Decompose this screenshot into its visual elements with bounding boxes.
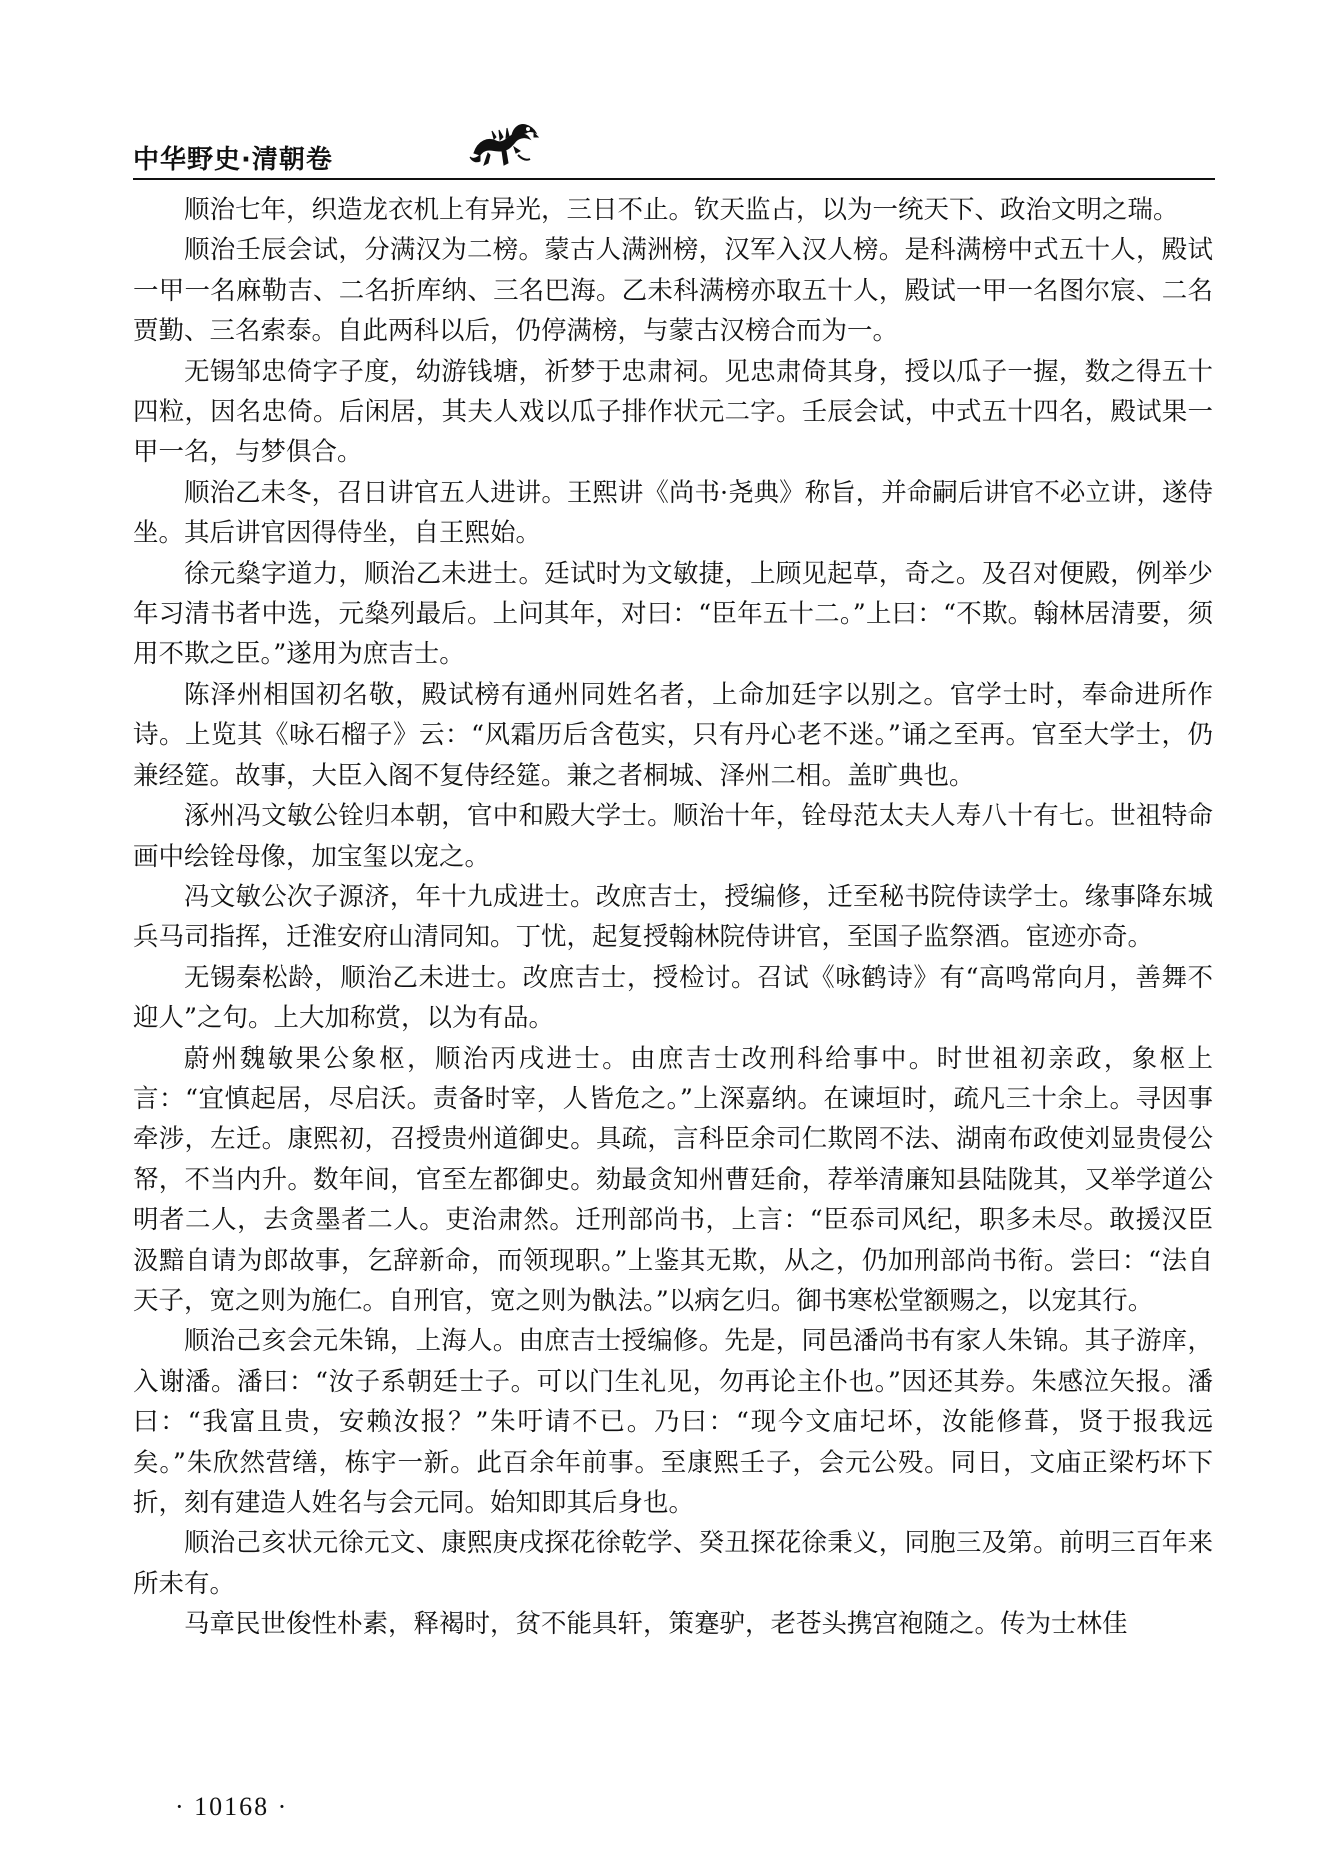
dragon-icon: [468, 115, 540, 175]
paragraph: 马章民世俊性朴素，释褐时，贫不能具轩，策蹇驴，老苍头携宫袍随之。传为士林佳: [184, 1609, 1128, 1640]
paragraph: 无锡秦松龄，顺治乙未进士。改庶吉士，授检讨。召试《咏鹤诗》有“高鸣常向月，善舞不迎人”之句。上大加称赏，以为有品。: [133, 962, 1213, 1034]
paragraph: 顺治己亥状元徐元文、康熙庚戌探花徐乾学、癸丑探花徐秉义，同胞三及第。前明三百年来所未有。: [133, 1528, 1213, 1599]
paragraph: 蔚州魏敏果公象枢，顺治丙戌进士。由庶吉士改刑科给事中。时世祖初亲政，象枢上言：“宜慎起居，尽启沃。责备时宰，人皆危之。”上深嘉纳。在谏垣时，疏凡三十余上。寻因事牵涉，左迁。康熙初，召授贵州道御史。具疏，言科臣余司仁欺罔不法、湖南布政使刘显贵侵公帑，不当内升。数年间，官至左都御史。劾最贪知州曹廷俞，荐举清廉知县陆陇其，又举学道公明者二人，去贪墨者二人。吏治肃然。迁刑部尚书，上言：“臣忝司风纪，职多未尽。敢援汉臣汲黯自请为郎故事，乞辞新命，而领现职。”上鉴其无欺，从之，仍加刑部尚书衔。尝曰：“法自天子，宽之则为施仁。自刑官，宽之则为骫法。”以病乞归。御书寒松堂额赐之，以宠其行。: [133, 1043, 1213, 1316]
page-header: [133, 115, 1213, 179]
body-text: [133, 190, 1213, 1780]
paragraph: 顺治己亥会元朱锦，上海人。由庶吉士授编修。先是，同邑潘尚书有家人朱锦。其子游庠，入谢潘。潘曰：“汝子系朝廷士子。可以门生礼见，勿再论主仆也。”因还其券。朱感泣矢报。潘曰：“我富且贵，安赖汝报？”朱吁请不已。乃曰：“现今文庙圮坏，汝能修葺，贤于报我远矣。”朱欣然营缮，栋宇一新。此百余年前事。至康熙壬子，会元公殁。同日，文庙正梁朽坏下折，刻有建造人姓名与会元同。始知即其后身也。: [133, 1326, 1213, 1518]
paragraph: 顺治乙未冬，召日讲官五人进讲。王熙讲《尚书·尧典》称旨，并命嗣后讲官不必立讲，遂侍坐。其后讲官因得侍坐，自王熙始。: [133, 477, 1213, 549]
running-title: 中华野史·清朝卷: [133, 145, 333, 175]
page-number: · 10168 ·: [175, 1792, 289, 1821]
paragraph: 顺治七年，织造龙衣机上有异光，三日不止。钦天监占，以为一统天下、政治文明之瑞。: [184, 195, 1179, 225]
paragraph: 涿州冯文敏公铨归本朝，官中和殿大学士。顺治十年，铨母范太夫人寿八十有七。世祖特命画中绘铨母像，加宝玺以宠之。: [133, 801, 1213, 872]
paragraph: 陈泽州相国初名敬，殿试榜有通州同姓名者，上命加廷字以别之。官学士时，奉命进所作诗。上览其《咏石榴子》云：“风霜历后含苞实，只有丹心老不迷。”诵之至再。官至大学士，仍兼经筵。故事，大臣入阁不复侍经筵。兼之者桐城、泽州二相。盖旷典也。: [133, 679, 1213, 791]
header-rule: [133, 178, 1215, 180]
paragraph: 顺治壬辰会试，分满汉为二榜。蒙古人满洲榜，汉军入汉人榜。是科满榜中式五十人，殿试一甲一名麻勒吉、二名折库纳、三名巴海。乙未科满榜亦取五十人，殿试一甲一名图尔宸、二名贾勤、三名索泰。自此两科以后，仍停满榜，与蒙古汉榜合而为一。: [133, 235, 1213, 347]
paragraph: 徐元燊字道力，顺治乙未进士。廷试时为文敏捷，上顾见起草，奇之。及召对便殿，例举少年习清书者中选，元燊列最后。上问其年，对曰：“臣年五十二。”上曰：“不欺。翰林居清要，须用不欺之臣。”遂用为庶吉士。: [133, 558, 1213, 670]
paragraph: 冯文敏公次子源济，年十九成进士。改庶吉士，授编修，迁至秘书院侍读学士。缘事降东城兵马司指挥，迁淮安府山清同知。丁忧，起复授翰林院侍讲官，至国子监祭酒。宦迹亦奇。: [133, 881, 1213, 953]
paragraph: 无锡邹忠倚字子度，幼游钱塘，祈梦于忠肃祠。见忠肃倚其身，授以瓜子一握，数之得五十四粒，因名忠倚。后闲居，其夫人戏以瓜子排作状元二字。壬辰会试，中式五十四名，殿试果一甲一名，与梦俱合。: [133, 356, 1213, 468]
